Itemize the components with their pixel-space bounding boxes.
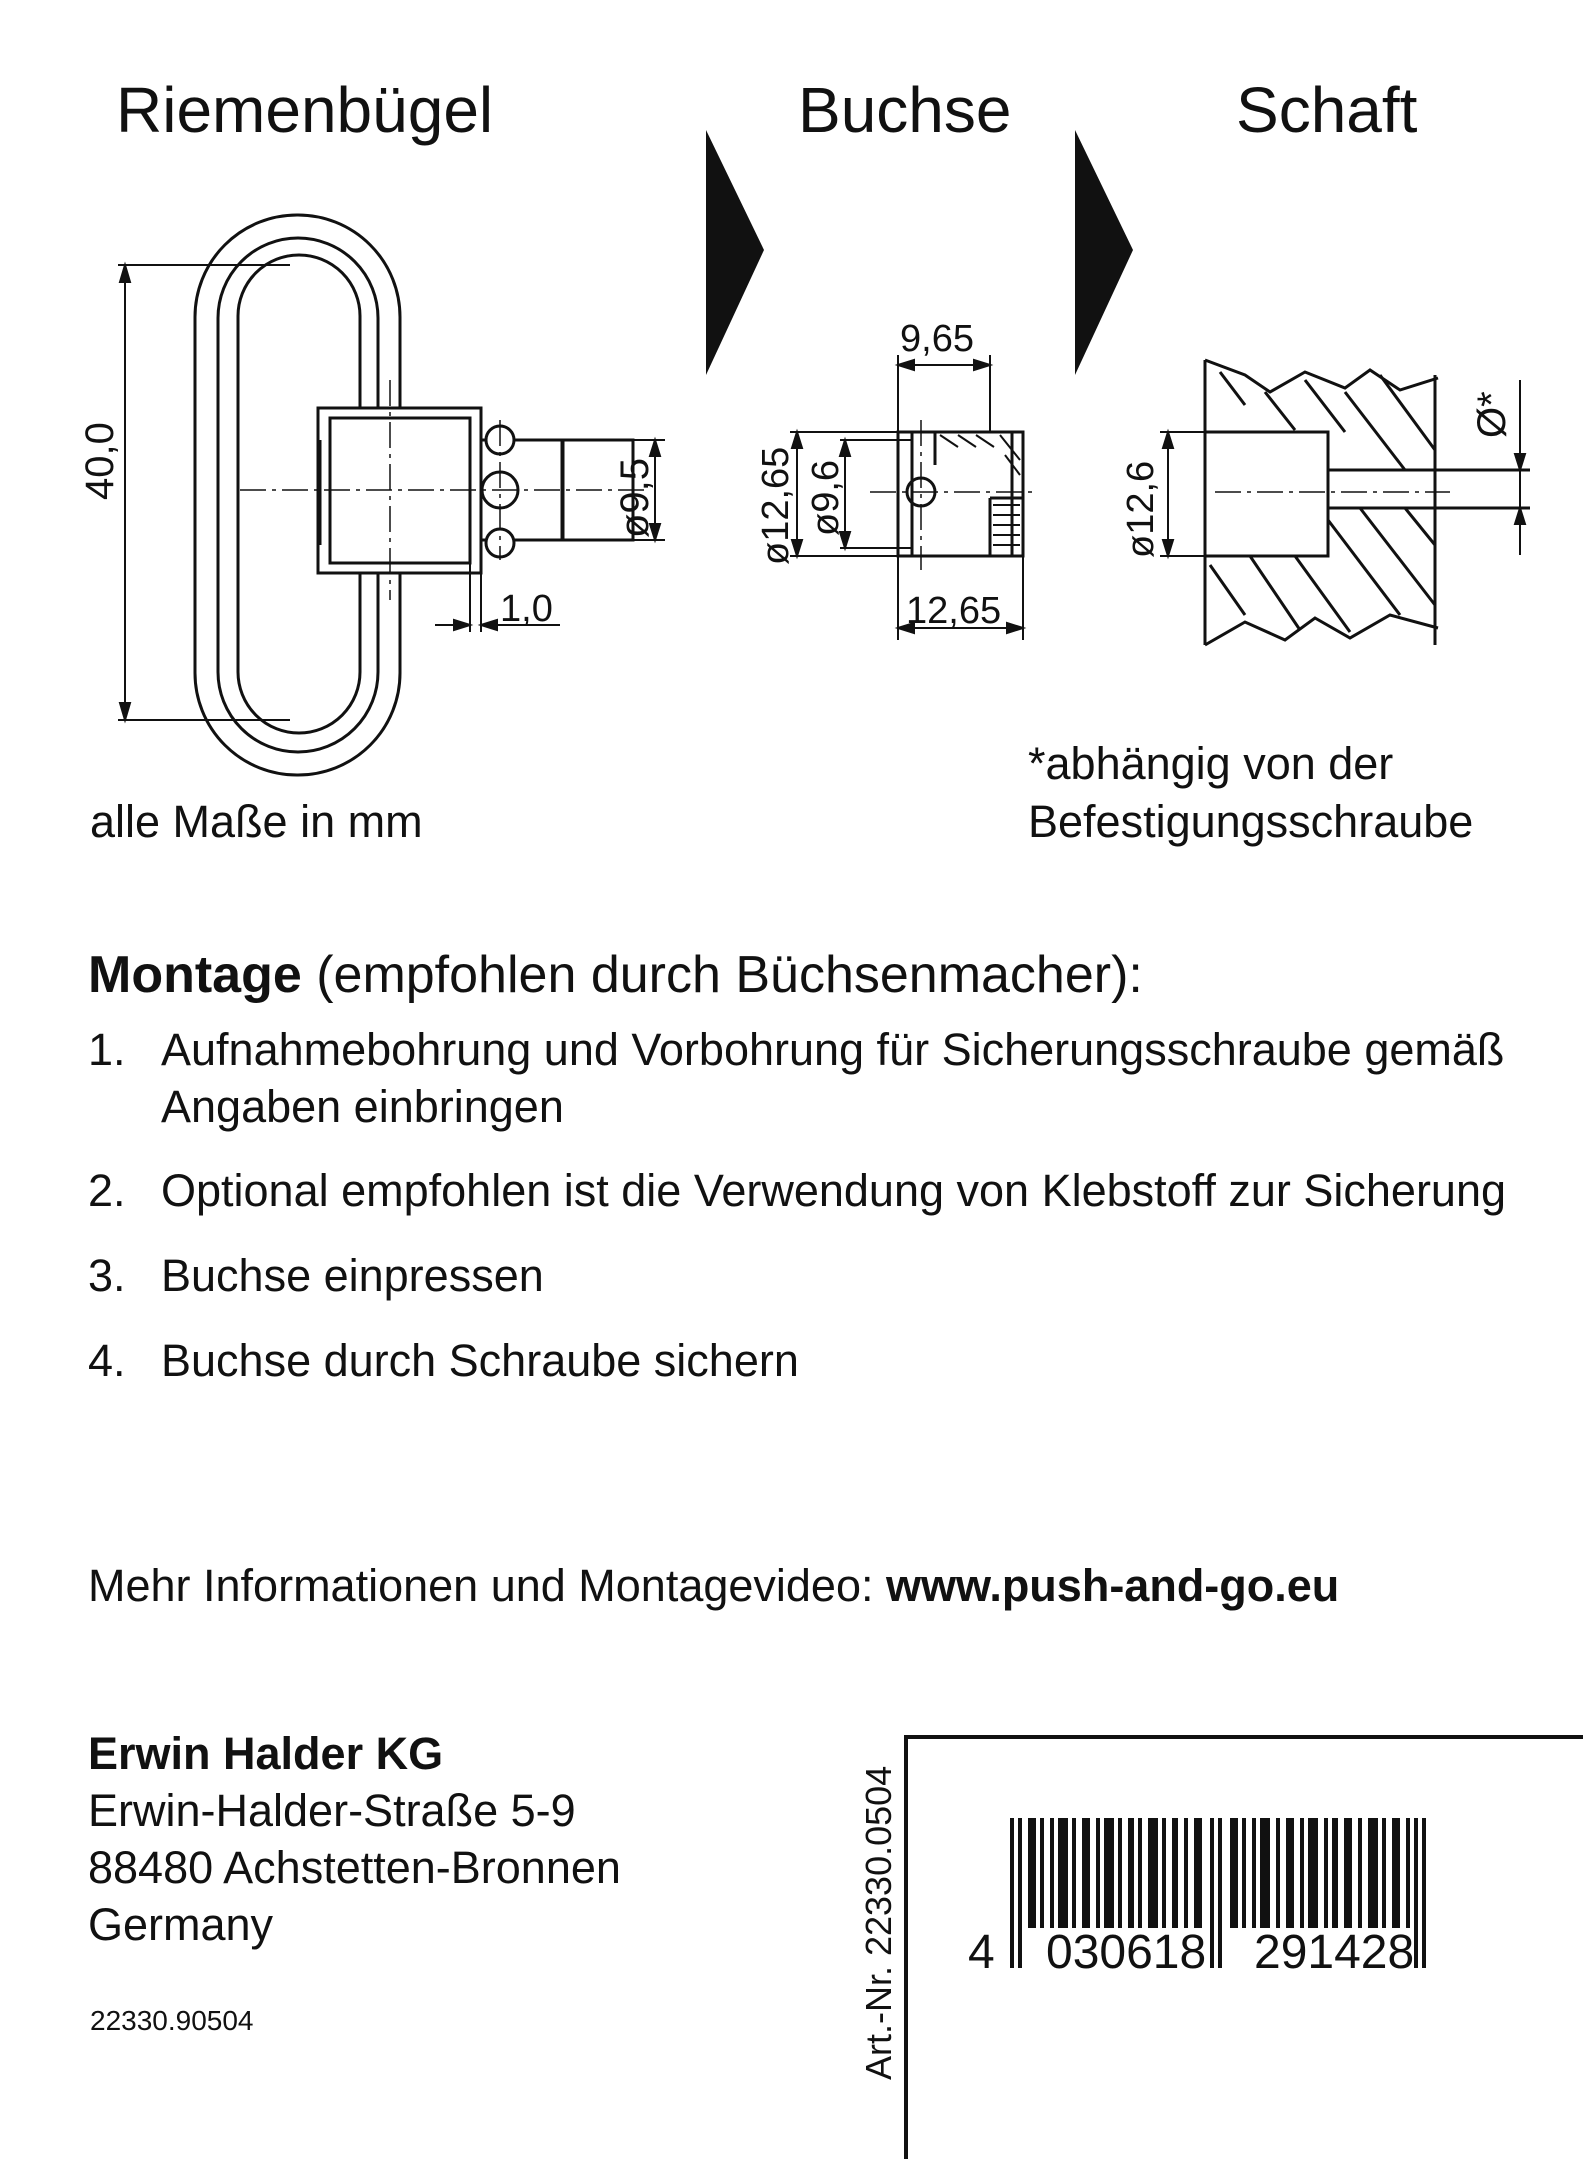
step-number: 1. <box>88 1024 126 1075</box>
arrow-right-icon <box>1075 130 1133 375</box>
info-line <box>88 1560 1339 1612</box>
heading-riemenbuegel: Riemenbügel <box>116 74 494 146</box>
dim-riemen-height: 40,0 <box>78 422 122 500</box>
riemenbuegel-drawing <box>195 215 633 775</box>
website-link[interactable]: www.push-and-go.eu <box>885 1560 1340 1611</box>
dim-schaft-diameter: ø12,6 <box>1120 460 1162 558</box>
step-number: 4. <box>88 1334 126 1386</box>
montage-step <box>88 1022 1548 1135</box>
step-text: Aufnahmebohrung und Vorbohrung für Sicherungsschraube gemäß Angaben einbringen <box>161 1024 1505 1132</box>
barcode-group1: 030618 <box>1046 1926 1207 1979</box>
step-number: 2. <box>88 1165 126 1217</box>
heading-schaft: Schaft <box>1236 74 1418 146</box>
address-block <box>88 1725 621 1954</box>
dim-buchse-top: 9,65 <box>900 318 974 360</box>
address-street: Erwin-Halder-Straße 5-9 <box>88 1785 576 1837</box>
footnote-line2: Befestigungsschraube <box>1028 796 1474 847</box>
barcode-first-digit: 4 <box>968 1926 995 1979</box>
step-number: 3. <box>88 1250 126 1302</box>
montage-title-rest: (empfohlen durch Büchsenmacher): <box>301 946 1143 1004</box>
montage-title <box>88 945 1143 1005</box>
article-number: Art.-Nr. 22330.0504 <box>858 1765 899 2080</box>
dim-buchse-outer-diameter: ø12,65 <box>755 446 797 565</box>
heading-buchse: Buchse <box>798 74 1012 146</box>
montage-step <box>88 1248 1548 1305</box>
dim-riemen-offset: 1,0 <box>500 588 553 630</box>
dim-schaft-screw: Ø* <box>1470 391 1514 438</box>
step-text: Buchse einpressen <box>161 1250 544 1302</box>
dim-buchse-bottom: 12,65 <box>906 590 1002 632</box>
units-note: alle Maße in mm <box>90 796 423 847</box>
montage-step <box>88 1333 1548 1390</box>
footnote-line1: *abhängig von der <box>1028 738 1394 789</box>
montage-steps <box>88 1022 1548 1417</box>
address-country: Germany <box>88 1899 274 1951</box>
step-text: Buchse durch Schraube sichern <box>161 1334 799 1386</box>
buchse-drawing <box>898 432 1023 556</box>
step-text: Optional empfohlen ist die Verwendung von Klebstoff zur Sicherung <box>161 1165 1507 1217</box>
barcode-group2: 291428 <box>1254 1926 1415 1979</box>
montage-title-bold: Montage <box>88 946 302 1004</box>
company-name: Erwin Halder KG <box>88 1728 444 1779</box>
arrow-right-icon <box>706 130 764 375</box>
info-text: Mehr Informationen und Montagevideo: <box>88 1560 886 1611</box>
address-city: 88480 Achstetten-Bronnen <box>88 1842 621 1894</box>
doc-number: 22330.90504 <box>90 2005 254 2036</box>
montage-step <box>88 1163 1548 1220</box>
dim-riemen-diameter: ø9,5 <box>613 457 657 538</box>
dim-buchse-inner-diameter: ø9,6 <box>805 459 847 536</box>
